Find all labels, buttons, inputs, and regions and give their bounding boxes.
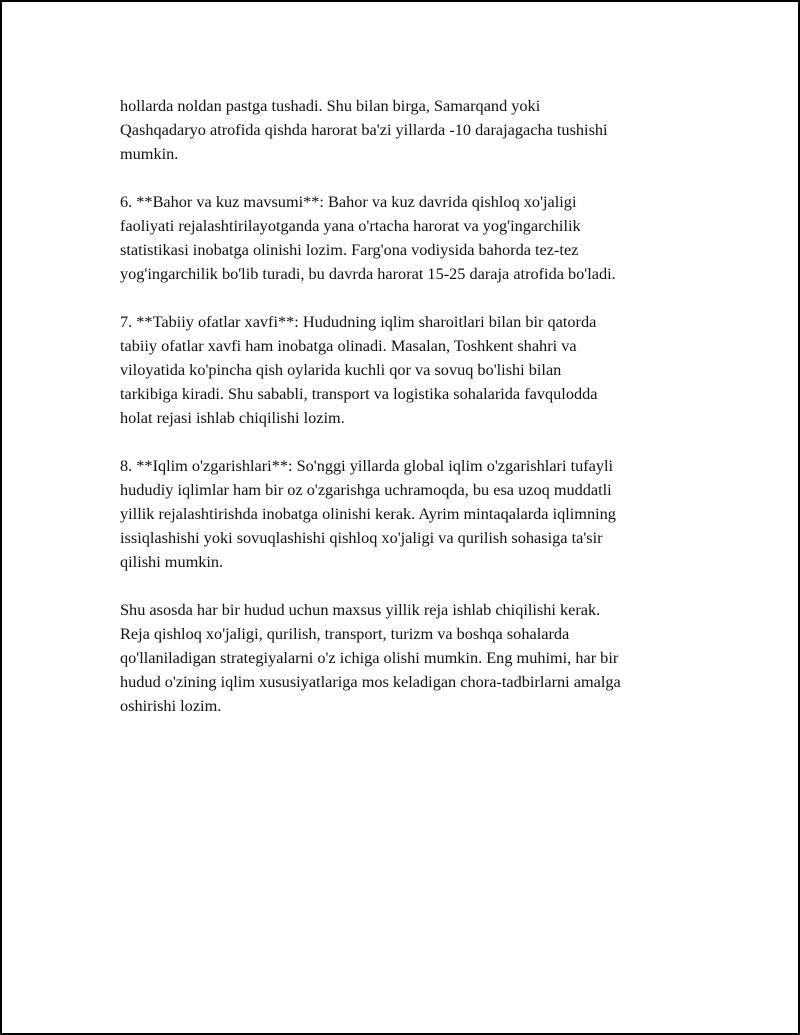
paragraph-conclusion [120, 598, 700, 718]
text-line: tabiiy ofatlar xavfi ham inobatga olinadi. Masalan, Toshkent shahri va [120, 336, 577, 355]
text-line: issiqlashishi yoki sovuqlashishi qishloq xo'jaligi va qurilish sohasiga ta'sir [120, 528, 603, 547]
text-line: faoliyati rejalashtirilayotganda yana o'rtacha harorat va yog'ingarchilik [120, 216, 581, 235]
paragraph-climate-intro [120, 94, 700, 166]
text-line: yillik rejalashtirishda inobatga olinishi kerak. Ayrim mintaqalarda iqlimning [120, 504, 616, 523]
text-line: Reja qishloq xo'jaligi, qurilish, transport, turizm va boshqa sohalarda [120, 624, 570, 643]
text-line: 6. **Bahor va kuz mavsumi**: Bahor va kuz davrida qishloq xo'jaligi [120, 192, 577, 211]
text-line: oshirishi lozim. [120, 696, 222, 715]
text-line: qo'llaniladigan strategiyalarni o'z ichiga olishi mumkin. Eng muhimi, har bir [120, 648, 619, 667]
paragraph-climate-change [120, 454, 700, 574]
text-line: 7. **Tabiiy ofatlar xavfi**: Hududning iqlim sharoitlari bilan bir qatorda [120, 312, 597, 331]
text-line: yog'ingarchilik bo'lib turadi, bu davrda harorat 15-25 daraja atrofida bo'ladi. [120, 264, 616, 283]
text-line: statistikasi inobatga olinishi lozim. Farg'ona vodiysida bahorda tez-tez [120, 240, 579, 259]
text-line: Shu asosda har bir hudud uchun maxsus yillik reja ishlab chiqilishi kerak. [120, 600, 601, 619]
text-line: hudud o'zining iqlim xususiyatlariga mos keladigan chora-tadbirlarni amalga [120, 672, 621, 691]
document-body [120, 94, 700, 742]
text-line: holat rejasi ishlab chiqilishi lozim. [120, 408, 345, 427]
text-line: qilishi mumkin. [120, 552, 224, 571]
text-line: Qashqadaryo atrofida qishda harorat ba'zi yillarda -10 darajagacha tushishi [120, 120, 608, 139]
paragraph-spring-autumn [120, 190, 700, 286]
text-line: viloyatida ko'pincha qish oylarida kuchli qor va sovuq bo'lishi bilan [120, 360, 562, 379]
text-line: tarkibiga kiradi. Shu sababli, transport va logistika sohalarida favqulodda [120, 384, 598, 403]
paragraph-natural-disasters [120, 310, 700, 430]
text-line: hollarda noldan pastga tushadi. Shu bilan birga, Samarqand yoki [120, 96, 541, 115]
text-line: 8. **Iqlim o'zgarishlari**: So'nggi yillarda global iqlim o'zgarishlari tufayli [120, 456, 614, 475]
text-line: mumkin. [120, 144, 179, 163]
text-line: hududiy iqlimlar ham bir oz o'zgarishga uchramoqda, bu esa uzoq muddatli [120, 480, 612, 499]
